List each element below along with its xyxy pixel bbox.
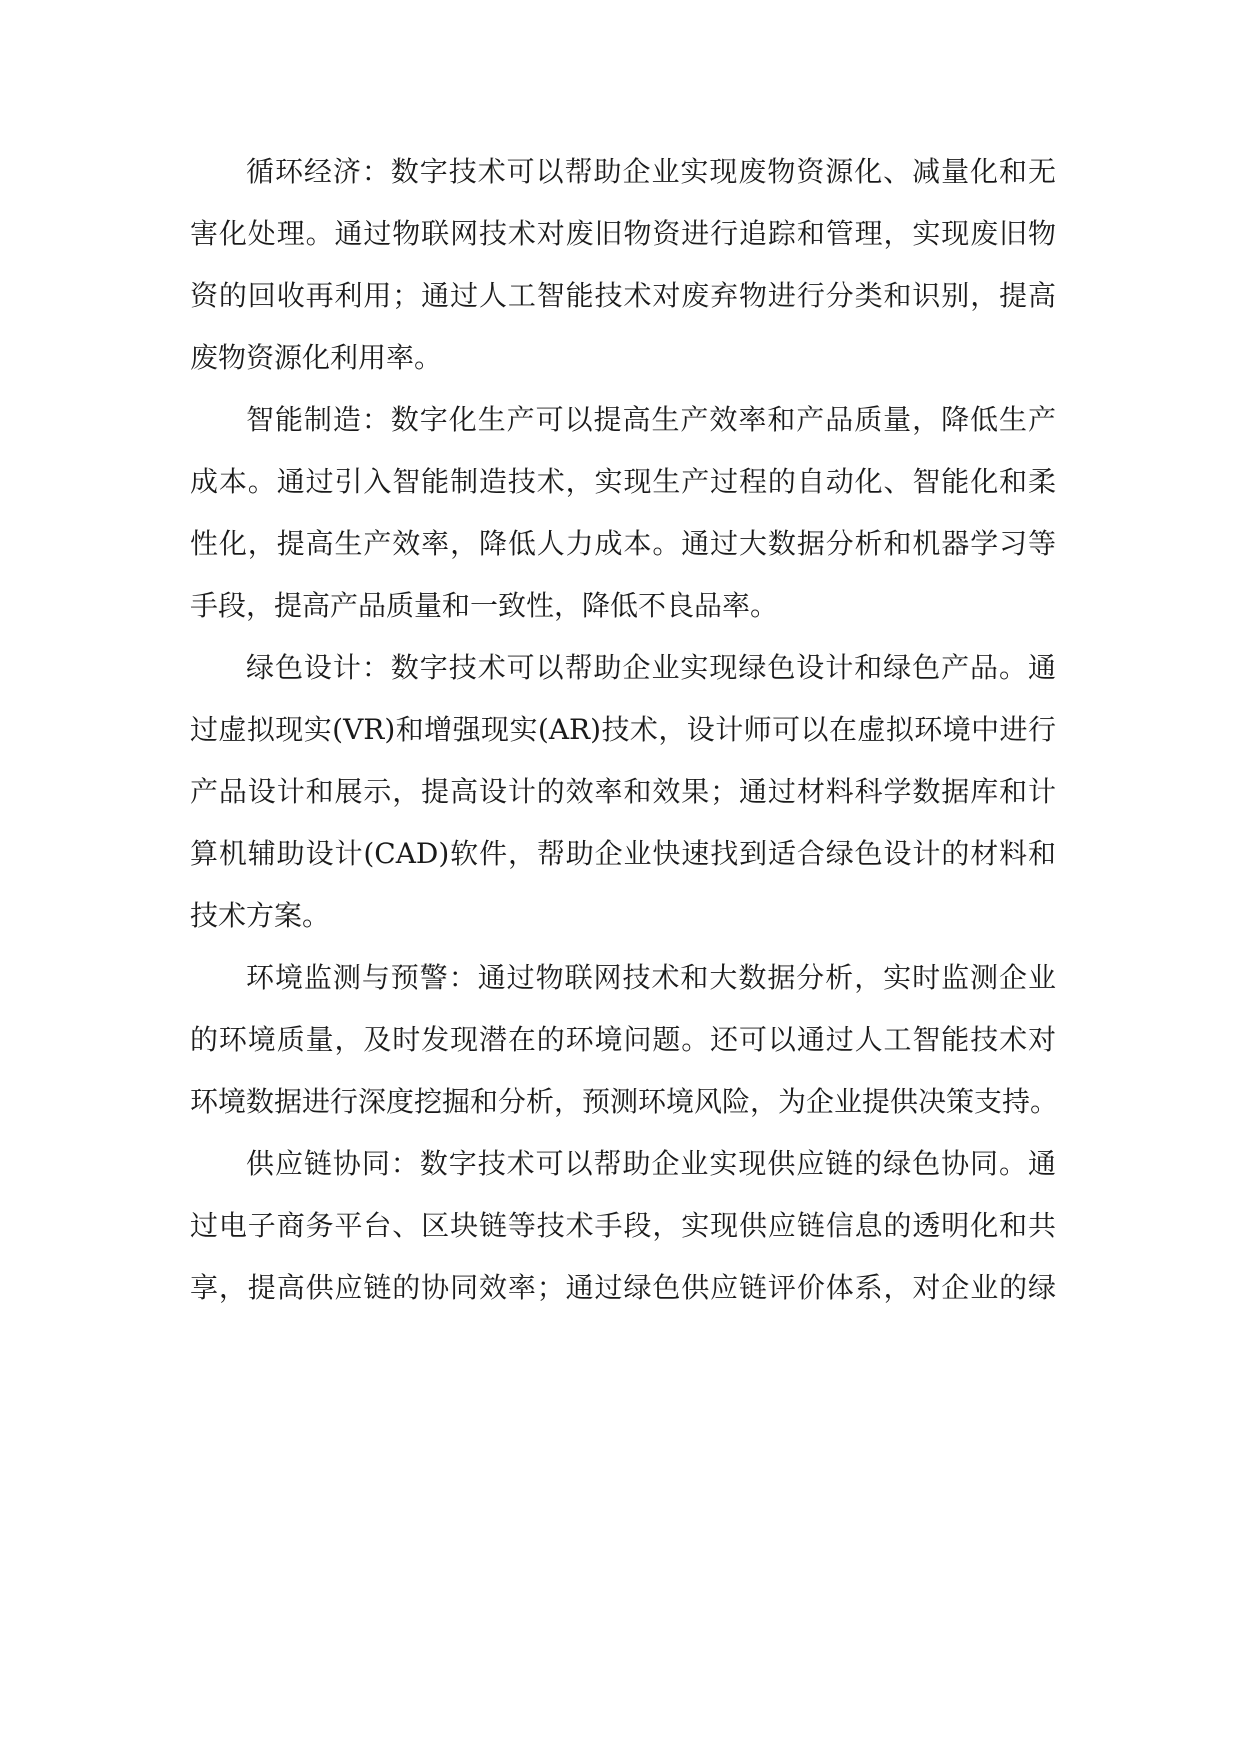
paragraph-4-line-3: 环境数据进行深度挖掘和分析，预测环境风险，为企业提供决策支持。	[190, 1085, 1059, 1118]
paragraph-1-line-1: 循环经济：数字技术可以帮助企业实现废物资源化、减量化和无	[246, 155, 1056, 188]
paragraph-3-line-4: 算机辅助设计(CAD)软件，帮助企业快速找到适合绿色设计的材料和	[190, 837, 1056, 870]
paragraph-3-line-5: 技术方案。	[190, 899, 331, 932]
paragraph-5-line-1: 供应链协同：数字技术可以帮助企业实现供应链的绿色协同。通	[246, 1147, 1056, 1180]
paragraph-4-line-2: 的环境质量，及时发现潜在的环境问题。还可以通过人工智能技术对	[190, 1023, 1056, 1056]
paragraph-3-line-1: 绿色设计：数字技术可以帮助企业实现绿色设计和绿色产品。通	[246, 651, 1056, 684]
paragraph-5-line-3: 享，提高供应链的协同效率；通过绿色供应链评价体系，对企业的绿	[190, 1271, 1056, 1304]
paragraph-3-line-2: 过虚拟现实(VR)和增强现实(AR)技术，设计师可以在虚拟环境中进行	[190, 713, 1056, 746]
paragraph-1-line-4: 废物资源化利用率。	[190, 341, 443, 374]
paragraph-2-line-1: 智能制造：数字化生产可以提高生产效率和产品质量，降低生产	[246, 403, 1056, 436]
paragraph-2-line-4: 手段，提高产品质量和一致性，降低不良品率。	[190, 589, 779, 622]
paragraph-3-line-3: 产品设计和展示，提高设计的效率和效果；通过材料科学数据库和计	[190, 775, 1056, 808]
paragraph-4-line-1: 环境监测与预警：通过物联网技术和大数据分析，实时监测企业	[246, 961, 1056, 994]
paragraph-2-line-3: 性化，提高生产效率，降低人力成本。通过大数据分析和机器学习等	[190, 527, 1056, 560]
paragraph-2-line-2: 成本。通过引入智能制造技术，实现生产过程的自动化、智能化和柔	[190, 465, 1056, 498]
paragraph-5-line-2: 过电子商务平台、区块链等技术手段，实现供应链信息的透明化和共	[190, 1209, 1056, 1242]
paragraph-1-line-2: 害化处理。通过物联网技术对废旧物资进行追踪和管理，实现废旧物	[190, 217, 1056, 250]
paragraph-1-line-3: 资的回收再利用；通过人工智能技术对废弃物进行分类和识别，提高	[190, 279, 1056, 312]
